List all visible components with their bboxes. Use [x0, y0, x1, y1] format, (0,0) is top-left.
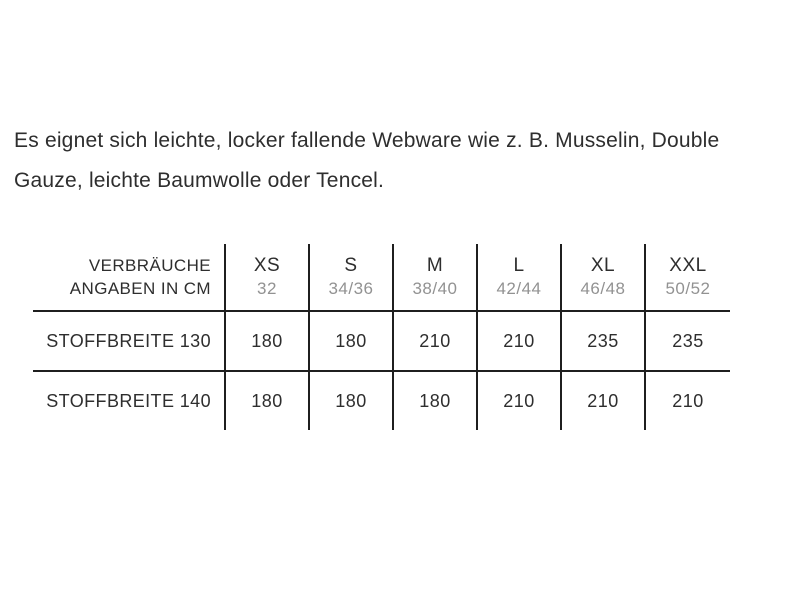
size-label: M: [426, 255, 444, 276]
column-header-xs: [226, 244, 310, 312]
table-cell: [562, 312, 646, 372]
table-cell: [394, 312, 478, 372]
table-title-line-1: VERBRÄUCHE: [88, 256, 211, 275]
column-header-m: [394, 244, 478, 312]
cell-value: 180: [335, 390, 367, 411]
table-cell: [478, 312, 562, 372]
cell-value: 180: [251, 390, 283, 411]
cell-value: 210: [587, 390, 619, 411]
table-cell: [562, 372, 646, 430]
cell-value: 210: [419, 330, 451, 351]
cell-value: 210: [672, 390, 704, 411]
column-header-s: [310, 244, 394, 312]
column-header-xxl: [646, 244, 730, 312]
size-range: 46/48: [580, 279, 626, 298]
intro-line-2: Gauze, leichte Baumwolle oder Tencel.: [14, 169, 385, 192]
table-cell: [226, 312, 310, 372]
intro-paragraph: [14, 121, 794, 201]
intro-line-1: Es eignet sich leichte, locker fallende Webware wie z. B. Musselin, Double: [14, 129, 720, 152]
fabric-consumption-table: [33, 244, 730, 430]
column-header-l: [478, 244, 562, 312]
size-label: XXL: [669, 255, 707, 276]
table-cell: [478, 372, 562, 430]
size-label: S: [344, 255, 358, 276]
table-cell: [646, 312, 730, 372]
size-range: 34/36: [328, 279, 374, 298]
row-label-stoffbreite-140: STOFFBREITE 140: [33, 372, 226, 430]
column-header-xl: [562, 244, 646, 312]
cell-value: 210: [503, 330, 535, 351]
table-cell: [310, 372, 394, 430]
table-cell: [646, 372, 730, 430]
cell-value: 235: [672, 330, 704, 351]
cell-value: 180: [419, 390, 451, 411]
row-label-stoffbreite-130: STOFFBREITE 130: [33, 312, 226, 372]
size-range: 38/40: [412, 279, 458, 298]
size-label: XS: [253, 255, 281, 276]
table-header-label-cell: [33, 244, 226, 312]
size-range: 42/44: [496, 279, 542, 298]
size-range: 32: [257, 279, 277, 298]
cell-value: 210: [503, 390, 535, 411]
size-range: 50/52: [665, 279, 711, 298]
cell-value: 180: [251, 330, 283, 351]
cell-value: 235: [587, 330, 619, 351]
size-label: XL: [590, 255, 616, 276]
size-label: L: [513, 255, 525, 276]
table-cell: [226, 372, 310, 430]
table-cell: [394, 372, 478, 430]
table-title-line-2: ANGABEN IN CM: [69, 279, 211, 298]
cell-value: 180: [335, 330, 367, 351]
table-cell: [310, 312, 394, 372]
